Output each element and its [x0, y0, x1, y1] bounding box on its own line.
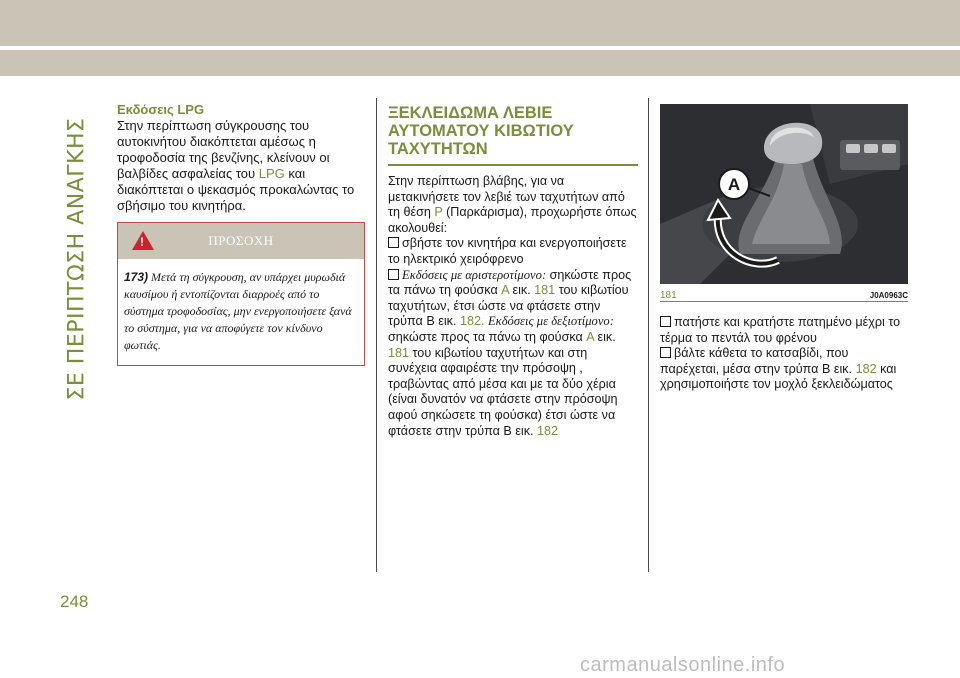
column-divider-1 [376, 98, 377, 572]
step-2-lead-2: Εκδόσεις με δεξιοτίμονο: [487, 314, 614, 329]
step-2-text-f: του κιβωτίου ταχυτήτων και στη συνέχεια αφαιρέστε την πρόσοψη , τραβώντας από μέσα και με τα δύο χέρια (είναι δυνατόν να φτάσετε στην πρόσοψη αφού σηκώσετε τη φούσκα) έτσι ώστε να φτάσετε στην τρύπα Β εικ. [388, 345, 618, 438]
lpg-ref: LPG [258, 166, 285, 181]
header-stripe [0, 46, 960, 50]
title-rule [388, 164, 638, 166]
figure-code: J0A0963C [869, 291, 908, 300]
step-1-text: σβήστε τον κινητήρα και ενεργοποιήσετε το ηλεκτρικό χειρόφρενο [388, 236, 627, 266]
column-divider-2 [648, 98, 649, 572]
warning-number: 173) [124, 270, 149, 284]
intro-text-b: (Παρκάρισμα), προχωρήστε όπως ακολουθεί: [388, 205, 637, 235]
column-1 [117, 102, 365, 214]
step-2-text-d: σηκώστε προς τα πάνω τη φούσκα [388, 329, 583, 344]
step-2 [388, 268, 638, 440]
column-2 [388, 104, 638, 439]
warning-header [118, 223, 364, 259]
lpg-text-b: και διακόπτεται ο ψεκασμός προκαλώντας το σβήσιμο του κινητήρα. [117, 166, 355, 213]
step-2-text-b: εικ. [512, 283, 531, 298]
step-2-ref-a-2: A [586, 329, 594, 344]
step-2-lead: Εκδόσεις με αριστεροτίμονο: [402, 267, 547, 282]
step-4 [660, 346, 910, 393]
step-2-ref-182-b: 182 [537, 423, 559, 438]
section-title-line-1: ΞΕΚΛΕΙΔΩΜΑ ΛΕΒΙΕ [388, 104, 553, 122]
checkbox-icon [660, 316, 671, 327]
figure-callout-a: A [727, 175, 741, 194]
warning-title: ΠΡΟΣΟΧΗ [208, 233, 274, 248]
gear-lever-figure [660, 104, 908, 284]
section-side-tab [60, 98, 90, 401]
header-band [0, 0, 960, 76]
step-2-ref-181-b: 181 [388, 345, 410, 360]
step-3 [660, 315, 910, 346]
page-number: 248 [60, 592, 89, 611]
lpg-subheading: Εκδόσεις LPG [117, 102, 205, 117]
step-2-ref-182: 182. [459, 314, 485, 329]
step-3-text: πατήστε και κρατήστε πατημένο μέχρι το τέρμα το πεντάλ του φρένου [660, 315, 901, 345]
intro-paragraph [388, 174, 638, 236]
step-2-text-e: εικ. [597, 329, 616, 344]
step-2-ref-a: A [501, 283, 509, 298]
warning-triangle-icon: ! [132, 231, 154, 250]
step-4-text-b: και χρησιμοποιήστε τον μοχλό ξεκλειδώματος [660, 361, 897, 392]
intro-text-a: Στην περίπτωση βλάβης, για να μετακινήσετε τον λεβιέ των ταχυτήτων από τη θέση [388, 174, 625, 220]
section-title-line-2: ΑΥΤΟΜΑΤΟΥ ΚΙΒΩΤΙΟΥ [388, 122, 574, 140]
step-2-ref-181: 181 [534, 283, 556, 298]
checkbox-icon [388, 269, 399, 280]
section-title-line-3: ΤΑΧΥΤΗΤΩΝ [388, 140, 488, 158]
checkbox-icon [388, 237, 399, 248]
warning-box [117, 222, 365, 366]
step-2-text-a: σηκώστε προς τα πάνω τη φούσκα [388, 267, 632, 298]
step-4-ref: 182 [855, 361, 877, 376]
section-side-label: ΣΕ ΠΕΡΙΠΤΩΣΗ ΑΝΑΓΚΗΣ [64, 117, 90, 401]
warning-text [118, 259, 364, 354]
step-1 [388, 236, 638, 267]
figure-caption [660, 285, 910, 303]
checkbox-icon [660, 347, 671, 358]
lpg-paragraph [117, 118, 365, 214]
step-2-text-c: του κιβωτίου ταχυτήτων, έτσι ώστε να φτάσετε στην τρύπα Β εικ. [388, 283, 629, 329]
warning-body: Μετά τη σύγκρουση, αν υπάρχει μυρωδιά καυσίμου ή εντοπίζονται διαρροές από το σύστημα τροφοδοσίας, μην ενεργοποιήσετε ξανά το σύστημα, για να αποφύγετε τον κίνδυνο φωτιάς. [124, 270, 352, 352]
watermark: carmanualsonline.info [580, 654, 786, 676]
step-4-text-a: βάλτε κάθετα το κατσαβίδι, που παρέχεται, μέσα στην τρύπα Β εικ. [660, 346, 853, 376]
column-3 [660, 104, 910, 393]
section-title [388, 104, 638, 158]
intro-ref: P [434, 205, 443, 220]
lpg-text-a: Στην περίπτωση σύγκρουσης του αυτοκινήτου διακόπτεται αμέσως η τροφοδοσία της βενζίνης, κλείνουν οι βαλβίδες ασφαλείας του [117, 118, 330, 181]
figure-rule [660, 301, 908, 302]
gear-lever-illustration [660, 104, 908, 284]
figure-number: 181 [660, 290, 677, 301]
